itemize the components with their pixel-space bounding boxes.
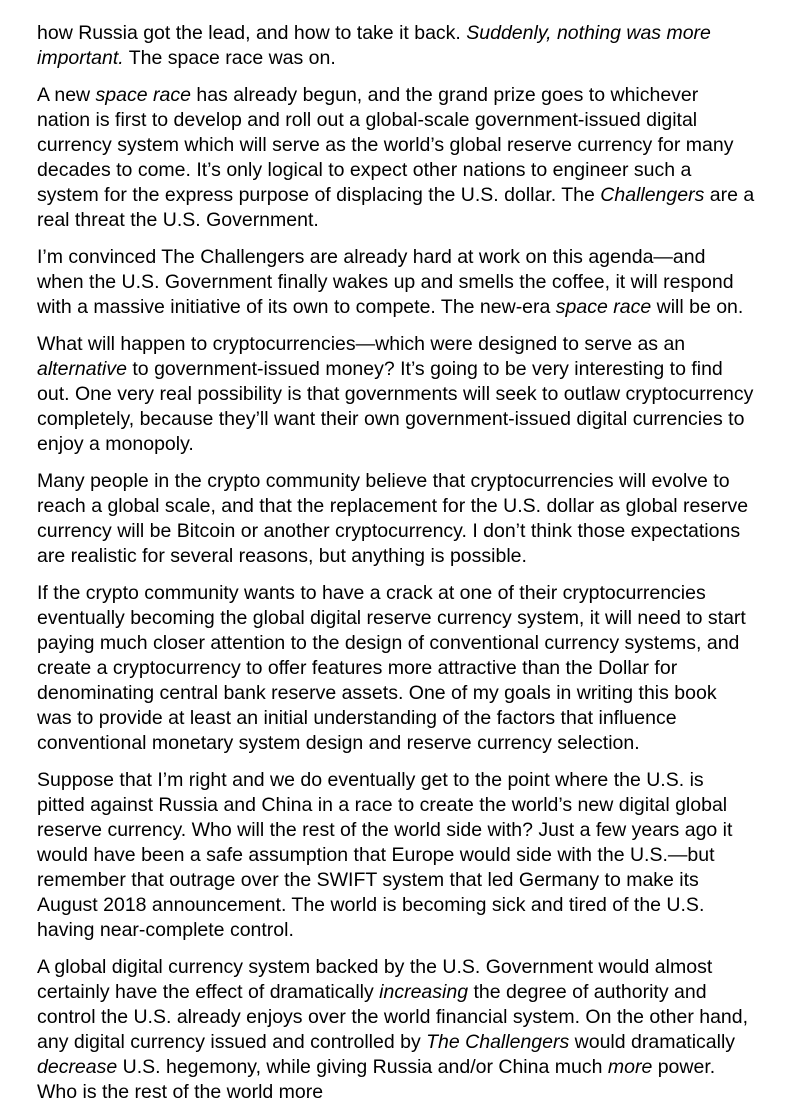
- text-run: If the crypto community wants to have a crack at one of their cryptocurrencies eventually becoming the global digital reserve currency system, it will need to start paying much closer attention to the design of conventional currency systems, and create a cryptocurrency to offer features more attractive than the Dollar for denominating central bank reserve assets. One of my goals in writing this book was to provide at least an initial understanding of the factors that influence conventional monetary system design and reserve currency selection.: [37, 582, 746, 754]
- text-run: Suppose that I’m right and we do eventually get to the point where the U.S. is pitted against Russia and China in a race to create the world’s new digital global reserve currency. Who will the rest of the world side with? Just a few years ago it would have been a safe assumption that Europe would side with the U.S.—but remember that outrage over the SWIFT system that led Germany to make its August 2018 announcement. The world is becoming sick and tired of the U.S. having near-complete control.: [37, 769, 733, 941]
- paragraph: [37, 21, 755, 71]
- text-run: would dramatically: [569, 1031, 736, 1053]
- italic-run: Suddenly, nothing was more important.: [37, 22, 711, 69]
- italic-run: Challengers: [600, 184, 705, 206]
- text-run: A new: [37, 84, 96, 106]
- italic-run: The Challengers: [426, 1031, 570, 1053]
- text-run: Many people in the crypto community believe that cryptocurrencies will evolve to reach a global scale, and that the replacement for the U.S. dollar as global reserve currency will be Bitcoin or another cryptocurrency. I don’t think those expectations are realistic for several reasons, but anything is possible.: [37, 470, 749, 567]
- text-run: power. Who is the rest of the world more: [37, 1056, 716, 1103]
- text-run: the degree of authority and control the U.S. already enjoys over the world financial system. On the other hand, any digital currency issued and controlled by: [37, 981, 749, 1053]
- text-run: to government-issued money? It’s going to be very interesting to find out. One very real possibility is that governments will seek to outlaw cryptocurrency completely, because they’ll want their own government-issued digital currencies to enjoy a monopoly.: [37, 358, 754, 455]
- paragraph: [37, 581, 755, 756]
- italic-run: space race: [95, 84, 191, 106]
- text-run: will be on.: [651, 296, 744, 318]
- text-run: A global digital currency system backed by the U.S. Government would almost certainly have the effect of dramatically: [37, 956, 713, 1003]
- italic-run: more: [607, 1056, 653, 1078]
- paragraph: [37, 332, 755, 457]
- text-run: has already begun, and the grand prize goes to whichever nation is first to develop and roll out a global-scale government-issued digital currency system which will serve as the world’s global reserve currency for many decades to come. It’s only logical to expect other nations to engineer such a system for the express purpose of displacing the U.S. dollar. The: [37, 84, 734, 206]
- paragraph: [37, 955, 755, 1105]
- text-run: I’m convinced The Challengers are already hard at work on this agenda—and when the U.S. Government finally wakes up and smells the coffee, it will respond with a massive initiative of its own to compete. The new-era: [37, 246, 734, 318]
- text-run: The space race was on.: [123, 47, 336, 69]
- text-run: how Russia got the lead, and how to take it back.: [37, 22, 467, 44]
- paragraph: [37, 768, 755, 943]
- text-run: U.S. hegemony, while giving Russia and/or China much: [117, 1056, 608, 1078]
- italic-run: alternative: [37, 358, 127, 380]
- italic-run: increasing: [379, 981, 469, 1003]
- paragraph: [37, 83, 755, 233]
- paragraph: [37, 245, 755, 320]
- text-content: [37, 21, 755, 1105]
- italic-run: decrease: [37, 1056, 118, 1078]
- text-run: are a real threat the U.S. Government.: [37, 184, 755, 231]
- paragraph: [37, 469, 755, 569]
- italic-run: space race: [555, 296, 652, 318]
- text-run: What will happen to cryptocurrencies—which were designed to serve as an: [37, 333, 686, 355]
